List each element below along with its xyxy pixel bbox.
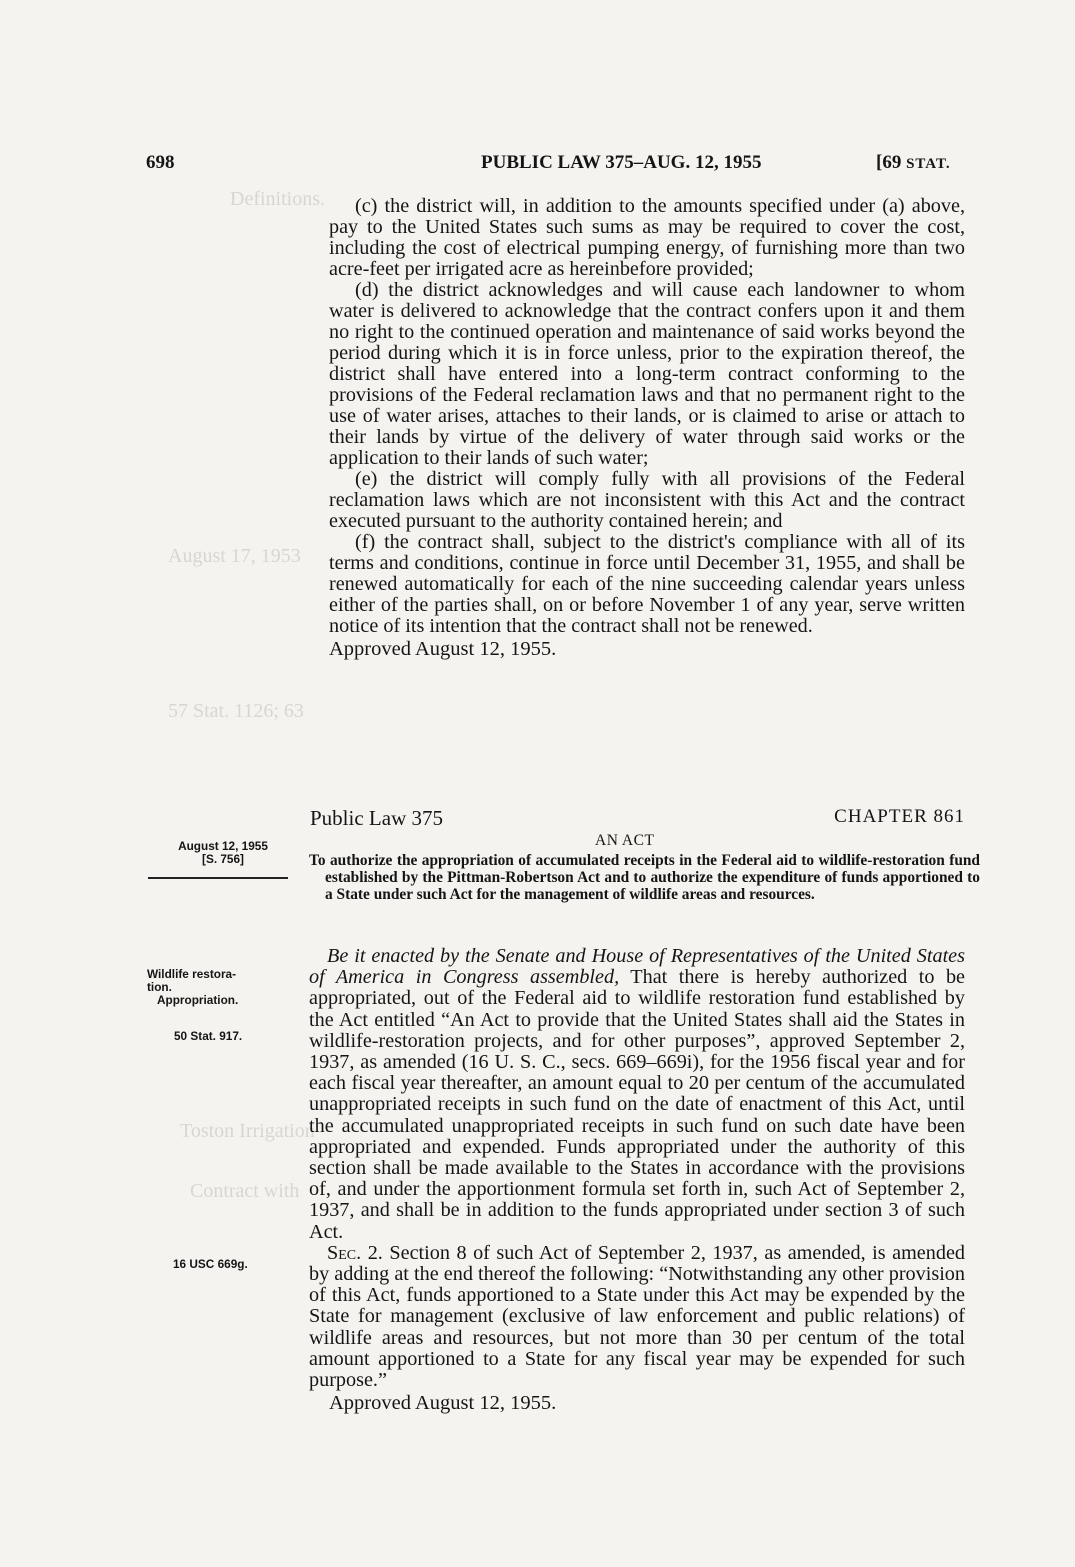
section-1-text: That there is hereby authorized to be appropriated, out of the Federal aid to wildlife restoration fund established by the Act entitled “An Act to provide that the United States shall aid the States in wildlife-restoration projects, and for other purposes”, approved September 2, 1937, as amended (16 U. S. C., secs. 669–669i), for the 1956 fiscal year and for each fiscal year thereafter, an amount equal to 20 per centum of the accumulated unappropriated receipts in such fund on the date of enactment of this Act, until the accumulated unappropriated receipts in such fund on such date have been appropriated and expended. Funds appropriated under the authority of this section shall be made available to the States in accordance with the provisions of, and under the apportionment formula set forth in, such Act of September 2, 1937, and shall be in addition to the funds appropriated under section 3 of such Act. (309, 966, 966, 1243)
prior-act-provisions (329, 196, 965, 661)
enacting-clause: Be it enacted by the Senate and House of Representatives of the United States of America in Congress assembled, (309, 945, 965, 989)
section-2-text: Section 8 of such Act of September 2, 1937, as amended, is amended by adding at the end thereof the following: “Notwithstanding any other provision of this Act, funds apportioned to a State under this Act may be expended by the State for management (exclusive of law enforcement and public relations) of wildlife areas and resources, but not more than 30 per centum of the total amount apportioned to a State for any fiscal year may be expended for such purpose.” (309, 1241, 966, 1392)
statute-volume-label: STAT. (906, 156, 951, 172)
an-act-label: AN ACT (595, 832, 655, 849)
margin-note-topic-line1: Wildlife restora- (147, 967, 237, 981)
bleed-through-text: Contract with (190, 1180, 300, 1202)
bleed-through-text: 57 Stat. 1126; 63 (168, 700, 304, 722)
prior-approval-date: Approved August 12, 1955. (329, 638, 557, 660)
margin-note-statute: 50 Stat. 917. (174, 1029, 243, 1043)
act-body (309, 946, 965, 1415)
statute-volume-number: [69 (876, 152, 907, 173)
provision-e: (e) the district will comply fully with all provisions of the Federal reclamation laws which are not inconsistent with this Act and the contract executed pursuant to the authority contained herein; and (329, 468, 965, 532)
margin-note-usc: 16 USC 669g. (173, 1257, 248, 1271)
provision-d: (d) the district acknowledges and will cause each landowner to whom water is delivered to acknowledge that the contract confers upon it and them no right to the continued operation and maintenance of said works beyond the period during which it is in force unless, prior to the expiration thereof, the district shall have entered into a long-term contract conforming to the provisions of the Federal reclamation laws and that no permanent right to the use of water arises, attaches to their lands, or is claimed to arise or attach to their lands by virtue of the delivery of water through said works or the application to their lands of such water; (329, 279, 965, 469)
section-1 (309, 946, 965, 1243)
margin-note-topic (147, 968, 297, 1007)
act-heading (310, 806, 965, 832)
page-number: 698 (146, 152, 175, 173)
public-law-number: Public Law 375 (310, 806, 443, 830)
bleed-through-text: August 17, 1953 (168, 545, 301, 567)
margin-note-bill-number: [S. 756] (202, 852, 244, 866)
margin-note-topic-line2: tion. (147, 980, 172, 994)
running-title: PUBLIC LAW 375–AUG. 12, 1955 (481, 152, 762, 173)
provision-f: (f) the contract shall, subject to the district's compliance with all of its terms and conditions, continue in force until December 31, 1955, and shall be renewed automatically for each of the nine succeeding calendar years unless either of the parties shall, on or before November 1 of any year, serve written notice of its intention that the contract shall not be renewed. (329, 531, 965, 637)
statute-volume (876, 152, 951, 182)
section-2-label: Sec. 2. (327, 1241, 383, 1264)
margin-note-date-line: August 12, 1955 (178, 839, 268, 853)
act-purpose: To authorize the appropriation of accumulated receipts in the Federal aid to wildlife-restoration fund established by the Pittman-Robertson Act and to authorize the expenditure of funds apportioned to a State under such Act for the management of wildlife areas and resources. (309, 852, 980, 903)
bleed-through-text: Definitions. (230, 188, 325, 210)
chapter-number: CHAPTER 861 (834, 806, 965, 827)
bleed-through-text: Toston Irrigation (180, 1120, 315, 1142)
section-2 (309, 1243, 965, 1391)
margin-divider (148, 877, 288, 879)
margin-note-date (168, 840, 278, 866)
margin-note-topic-line3: Appropriation. (157, 993, 239, 1007)
approval-date: Approved August 12, 1955. (329, 1392, 557, 1415)
provision-c: (c) the district will, in addition to the amounts specified under (a) above, pay to the United States such sums as may be required to cover the cost, including the cost of electrical pumping energy, of furnishing more than two acre-feet per irrigated acre as hereinbefore provided; (329, 195, 965, 280)
